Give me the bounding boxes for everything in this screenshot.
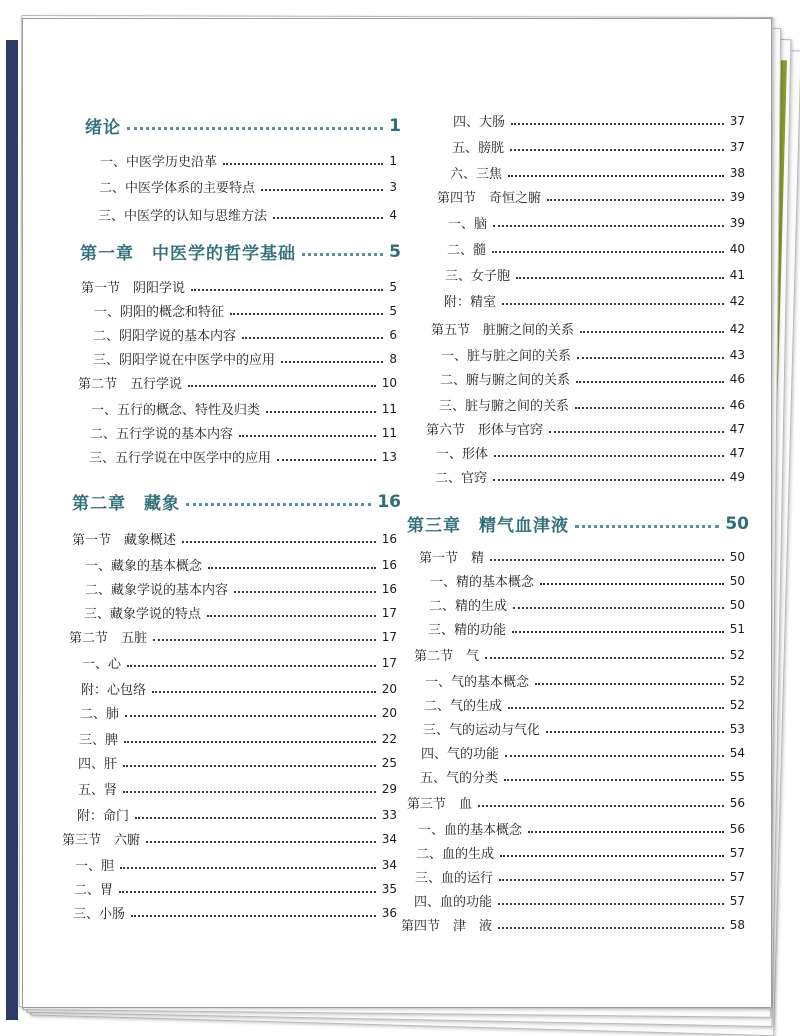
toc-item-row (415, 867, 745, 886)
toc-section-row (81, 277, 397, 296)
toc-leader-dots (266, 411, 376, 413)
toc-item-row (94, 301, 397, 320)
toc-item-row (99, 177, 397, 196)
toc-page-number: 17 (381, 605, 397, 620)
toc-chapter-row (407, 511, 749, 536)
toc-item-row (82, 653, 397, 672)
toc-item-row (78, 753, 397, 772)
toc-section-row (426, 419, 745, 438)
toc-page-number: 52 (729, 673, 745, 688)
toc-entry-title: 二、胃 (74, 883, 114, 898)
toc-entry-title: 二、藏象学说的基本内容 (85, 583, 229, 598)
toc-entry-title: 三、中医学的认知与思维方法 (98, 209, 268, 224)
toc-leader-dots (277, 459, 376, 461)
toc-leader-dots (302, 253, 383, 256)
toc-item-row (453, 111, 745, 130)
toc-item-row (89, 447, 397, 466)
toc-item-row (85, 555, 397, 574)
toc-entry-title: 一、形体 (436, 447, 489, 462)
toc-page-number: 17 (381, 629, 397, 644)
toc-entry-title: 一、五行的概念、特性及归类 (91, 403, 261, 418)
toc-page-number: 35 (381, 881, 397, 896)
toc-entry-title: 四、气的功能 (421, 747, 500, 762)
toc-page-number: 33 (381, 807, 397, 822)
toc-column-left (62, 19, 405, 1007)
toc-section-row (72, 529, 397, 548)
toc-section-row (401, 915, 745, 934)
toc-entry-title: 三、脏与腑之间的关系 (439, 399, 570, 414)
toc-item-row (440, 369, 745, 388)
toc-item-row (93, 349, 397, 368)
toc-page-number: 50 (729, 549, 745, 564)
toc-item-row (421, 743, 745, 762)
toc-leader-dots (508, 175, 724, 177)
toc-entry-title: 附：精室 (444, 295, 497, 310)
toc-item-row (414, 891, 745, 910)
toc-section-row (419, 547, 745, 566)
toc-chapter-row (85, 113, 401, 138)
toc-item-row (428, 619, 745, 638)
toc-entry-title: 第六节 形体与官窍 (426, 423, 544, 438)
toc-page-number: 29 (381, 781, 397, 796)
toc-leader-dots (508, 707, 724, 709)
toc-leader-dots (182, 541, 376, 543)
toc-entry-title: 第四节 津 液 (401, 919, 493, 934)
toc-item-row (441, 345, 745, 364)
toc-leader-dots (242, 337, 383, 339)
toc-page-number: 50 (729, 597, 745, 612)
toc-page-number: 39 (729, 189, 745, 204)
toc-entry-title: 五、气的分类 (420, 771, 499, 786)
toc-entry-title: 一、阴阳的概念和特征 (94, 305, 225, 320)
toc-entry-title: 五、肾 (78, 783, 118, 798)
toc-item-row (423, 719, 745, 738)
toc-item-row (98, 205, 397, 224)
toc-entry-title: 第三节 六腑 (62, 833, 141, 848)
toc-item-row (90, 423, 397, 442)
toc-entry-title: 一、脏与脏之间的关系 (441, 349, 572, 364)
toc-item-row (425, 671, 745, 690)
toc-page-number: 8 (389, 351, 397, 366)
toc-page-number: 58 (729, 917, 745, 932)
toc-leader-dots (502, 303, 724, 305)
toc-page-number: 43 (729, 347, 745, 362)
toc-page-number: 1 (389, 115, 401, 136)
toc-leader-dots (127, 127, 383, 130)
toc-page-number: 34 (381, 857, 397, 872)
toc-leader-dots (188, 385, 376, 387)
toc-item-row (73, 903, 397, 922)
toc-leader-dots (575, 525, 719, 528)
toc-page-number: 11 (381, 401, 397, 416)
toc-leader-dots (513, 607, 724, 609)
toc-entry-title: 第五节 脏腑之间的关系 (431, 323, 575, 338)
toc-leader-dots (549, 431, 724, 433)
toc-item-row (84, 603, 397, 622)
toc-item-row (75, 855, 397, 874)
toc-entry-title: 一、心 (82, 657, 122, 672)
toc-leader-dots (125, 715, 376, 717)
toc-section-row (431, 319, 745, 338)
toc-entry-title: 第一章 中医学的哲学基础 (80, 244, 296, 264)
toc-leader-dots (135, 817, 376, 819)
toc-entry-title: 第一节 藏象概述 (72, 533, 177, 548)
toc-entry-title: 第二节 五脏 (69, 631, 148, 646)
toc-page-number: 38 (729, 165, 745, 180)
toc-page-number: 16 (381, 557, 397, 572)
toc-entry-title: 三、女子胞 (445, 269, 511, 284)
toc-leader-dots (511, 123, 724, 125)
toc-leader-dots (124, 741, 376, 743)
toc-leader-dots (498, 903, 724, 905)
toc-entry-title: 六、三焦 (450, 167, 503, 182)
toc-leader-dots (120, 867, 376, 869)
toc-item-row (85, 579, 397, 598)
toc-page-number: 1 (389, 153, 397, 168)
book-edge-left (6, 40, 18, 1020)
toc-entry-title: 一、胆 (75, 859, 115, 874)
toc-entry-title: 一、精的基本概念 (430, 575, 535, 590)
toc-entry-title: 二、血的生成 (416, 847, 495, 862)
toc-section-row (62, 829, 397, 848)
toc-page-number: 3 (389, 179, 397, 194)
toc-leader-dots (223, 163, 383, 165)
toc-item-row (416, 843, 745, 862)
toc-entry-title: 第三章 精气血津液 (407, 516, 569, 536)
toc-page-number: 11 (381, 425, 397, 440)
toc-leader-dots (186, 503, 371, 506)
toc-leader-dots (547, 199, 724, 201)
toc-entry-title: 第一节 阴阳学说 (81, 281, 186, 296)
toc-leader-dots (494, 455, 724, 457)
toc-item-row (93, 325, 397, 344)
toc-page-number: 20 (381, 681, 397, 696)
toc-leader-dots (505, 755, 724, 757)
toc-leader-dots (153, 639, 376, 641)
toc-page-number: 37 (729, 139, 745, 154)
toc-leader-dots (152, 691, 376, 693)
toc-entry-title: 绪论 (85, 118, 121, 138)
toc-leader-dots (191, 289, 383, 291)
toc-entry-title: 二、肺 (80, 707, 120, 722)
toc-entry-title: 一、血的基本概念 (418, 823, 523, 838)
toc-section-row (78, 373, 397, 392)
toc-page-number: 56 (729, 795, 745, 810)
toc-page-number: 4 (389, 207, 397, 222)
toc-page-number: 56 (729, 821, 745, 836)
toc-leader-dots (230, 313, 383, 315)
toc-leader-dots (510, 149, 724, 151)
toc-item-row (430, 571, 745, 590)
toc-page-number: 34 (381, 831, 397, 846)
toc-item-row (424, 695, 745, 714)
toc-page-number: 51 (729, 621, 745, 636)
toc-item-row (450, 163, 745, 182)
toc-item-row (80, 703, 397, 722)
toc-entry-title: 附：命门 (77, 809, 130, 824)
toc-entry-title: 一、脑 (448, 217, 488, 232)
toc-page-number: 5 (389, 241, 401, 262)
toc-leader-dots (478, 805, 724, 807)
toc-entry-title: 三、五行学说在中医学中的应用 (89, 451, 272, 466)
toc-leader-dots (577, 357, 724, 359)
toc-entry-title: 第二节 五行学说 (78, 377, 183, 392)
toc-entry-title: 二、腑与腑之间的关系 (440, 373, 571, 388)
toc-page-number: 40 (729, 241, 745, 256)
toc-item-row (79, 729, 397, 748)
toc-page-number: 16 (377, 491, 401, 512)
toc-item-row (444, 291, 745, 310)
toc-page-number: 6 (389, 327, 397, 342)
toc-entry-title: 三、血的运行 (415, 871, 494, 886)
toc-leader-dots (492, 251, 724, 253)
toc-leader-dots (273, 217, 383, 219)
toc-section-row (407, 793, 745, 812)
toc-page-number: 39 (729, 215, 745, 230)
toc-leader-dots (535, 683, 724, 685)
toc-page-number: 52 (729, 697, 745, 712)
toc-page-number: 5 (389, 303, 397, 318)
toc-entry-title: 三、脾 (79, 733, 119, 748)
toc-page-number: 41 (729, 267, 745, 282)
toc-page-number: 57 (729, 845, 745, 860)
toc-entry-title: 二、中医学体系的主要特点 (99, 181, 256, 196)
toc-leader-dots (208, 567, 376, 569)
toc-leader-dots (119, 891, 376, 893)
toc-entry-title: 一、气的基本概念 (425, 675, 530, 690)
toc-leader-dots (575, 407, 724, 409)
toc-leader-dots (546, 731, 724, 733)
toc-page (22, 18, 772, 1008)
toc-item-row (74, 879, 397, 898)
toc-leader-dots (580, 331, 724, 333)
toc-item-row (100, 151, 397, 170)
toc-item-row (77, 805, 397, 824)
toc-page-number: 17 (381, 655, 397, 670)
toc-page-number: 5 (389, 279, 397, 294)
toc-leader-dots (498, 927, 724, 929)
toc-page-number: 46 (729, 371, 745, 386)
toc-leader-dots (500, 855, 724, 857)
toc-entry-title: 二、气的生成 (424, 699, 503, 714)
toc-chapter-row (72, 489, 401, 514)
toc-page-number: 25 (381, 755, 397, 770)
toc-leader-dots (207, 615, 376, 617)
toc-leader-dots (493, 225, 724, 227)
toc-item-row (445, 265, 745, 284)
toc-item-row (78, 779, 397, 798)
toc-page-number: 22 (381, 731, 397, 746)
toc-entry-title: 二、官窍 (435, 471, 488, 486)
toc-entry-title: 四、血的功能 (414, 895, 493, 910)
toc-page-number: 13 (381, 449, 397, 464)
toc-page-number: 57 (729, 893, 745, 908)
toc-leader-dots (239, 435, 376, 437)
toc-page-number: 50 (729, 573, 745, 588)
toc-item-row (420, 767, 745, 786)
toc-item-row (435, 467, 745, 486)
toc-page-number: 47 (729, 445, 745, 460)
toc-page-number: 50 (725, 513, 749, 534)
toc-item-row (429, 595, 745, 614)
toc-section-row (69, 627, 397, 646)
toc-entry-title: 附：心包络 (81, 683, 147, 698)
toc-page-number: 16 (381, 531, 397, 546)
toc-item-row (436, 443, 745, 462)
toc-page-number: 57 (729, 869, 745, 884)
toc-leader-dots (123, 791, 376, 793)
toc-page-number: 49 (729, 469, 745, 484)
toc-entry-title: 第三节 血 (407, 797, 473, 812)
toc-item-row (448, 213, 745, 232)
toc-page-number: 42 (729, 293, 745, 308)
toc-entry-title: 三、精的功能 (428, 623, 507, 638)
toc-entry-title: 三、藏象学说的特点 (84, 607, 202, 622)
toc-entry-title: 第四节 奇恒之腑 (437, 191, 542, 206)
toc-leader-dots (512, 631, 724, 633)
toc-page-number: 53 (729, 721, 745, 736)
toc-page-number: 16 (381, 581, 397, 596)
toc-leader-dots (540, 583, 724, 585)
toc-leader-dots (485, 657, 724, 659)
toc-page-number: 20 (381, 705, 397, 720)
toc-entry-title: 三、小肠 (73, 907, 126, 922)
toc-item-row (439, 395, 745, 414)
toc-page-number: 37 (729, 113, 745, 128)
toc-entry-title: 四、大肠 (453, 115, 506, 130)
toc-section-row (437, 187, 745, 206)
toc-item-row (452, 137, 745, 156)
toc-page-number: 10 (381, 375, 397, 390)
toc-entry-title: 二、髓 (447, 243, 487, 258)
toc-column-right (401, 19, 753, 1007)
toc-entry-title: 三、气的运动与气化 (423, 723, 541, 738)
toc-page-number: 36 (381, 905, 397, 920)
toc-page-number: 52 (729, 647, 745, 662)
toc-item-row (447, 239, 745, 258)
toc-page-number: 42 (729, 321, 745, 336)
toc-leader-dots (504, 779, 724, 781)
toc-section-row (414, 645, 745, 664)
toc-entry-title: 五、膀胱 (452, 141, 505, 156)
toc-leader-dots (146, 841, 376, 843)
toc-leader-dots (281, 361, 383, 363)
toc-entry-title: 二、阴阳学说的基本内容 (93, 329, 237, 344)
toc-entry-title: 一、中医学历史沿革 (100, 155, 218, 170)
toc-leader-dots (499, 879, 724, 881)
toc-item-row (418, 819, 745, 838)
toc-item-row (81, 679, 397, 698)
toc-entry-title: 三、阴阳学说在中医学中的应用 (93, 353, 276, 368)
toc-leader-dots (576, 381, 724, 383)
toc-leader-dots (123, 765, 376, 767)
toc-entry-title: 四、肝 (78, 757, 118, 772)
toc-page-number: 47 (729, 421, 745, 436)
toc-leader-dots (528, 831, 724, 833)
toc-entry-title: 二、精的生成 (429, 599, 508, 614)
toc-chapter-row (80, 239, 401, 264)
toc-leader-dots (493, 479, 724, 481)
toc-leader-dots (234, 591, 376, 593)
toc-item-row (91, 399, 397, 418)
toc-page-number: 54 (729, 745, 745, 760)
toc-entry-title: 第二章 藏象 (72, 494, 180, 514)
toc-leader-dots (490, 559, 724, 561)
toc-entry-title: 二、五行学说的基本内容 (90, 427, 234, 442)
toc-leader-dots (131, 915, 376, 917)
toc-entry-title: 一、藏象的基本概念 (85, 559, 203, 574)
toc-leader-dots (127, 665, 376, 667)
toc-entry-title: 第一节 精 (419, 551, 485, 566)
toc-page-number: 46 (729, 397, 745, 412)
toc-page-number: 55 (729, 769, 745, 784)
toc-leader-dots (261, 189, 383, 191)
toc-leader-dots (516, 277, 724, 279)
toc-entry-title: 第二节 气 (414, 649, 480, 664)
